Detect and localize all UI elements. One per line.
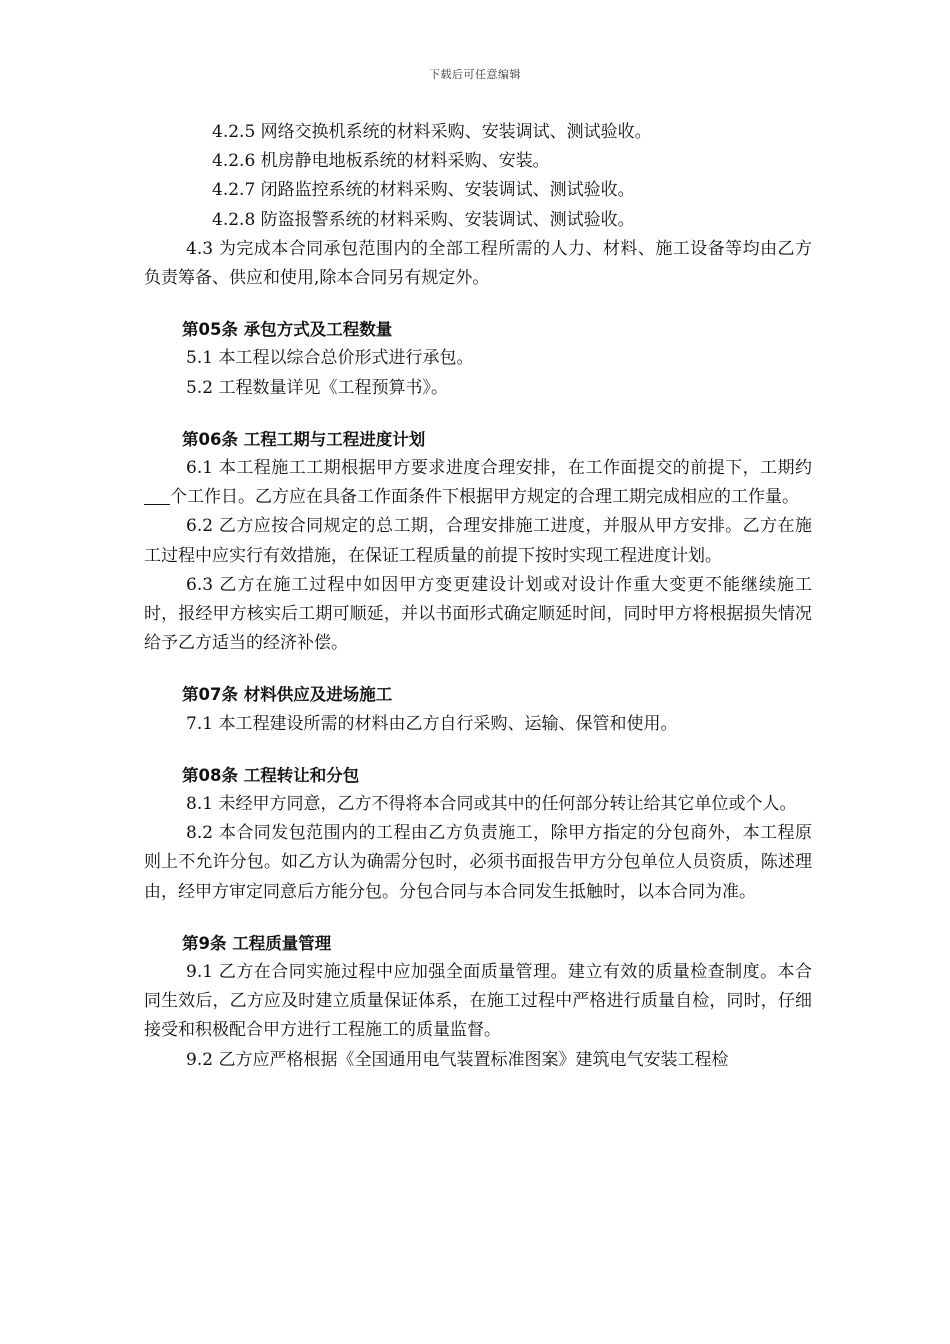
document-body (144, 118, 812, 1075)
page-header: 下载后可任意编辑 (429, 68, 521, 81)
clause-6-1-part-a: 6.1 本工程施工工期根据甲方要求进度合理安排，在工作面提交的前提下，工期约 (186, 458, 812, 479)
clause-7-1: 7.1 本工程建设所需的材料由乙方自行采购、运输、保管和使用。 (186, 713, 678, 734)
heading-article-05: 第05条 承包方式及工程数量 (182, 320, 393, 340)
clause-4-3: 4.3 为完成本合同承包范围内的全部工程所需的人力、材料、施工设备等均由乙方负责筹备、供应和使用,除本合同另有规定外。 (144, 238, 812, 289)
clause-8-1: 8.1 未经甲方同意，乙方不得将本合同或其中的任何部分转让给其它单位或个人。 (186, 794, 797, 815)
clause-4-2-6: 4.2.6 机房静电地板系统的材料采购、安装。 (212, 151, 550, 172)
clause-9-1: 9.1 乙方在合同实施过程中应加强全面质量管理。建立有效的质量检查制度。本合同生效后，乙方应及时建立质量保证体系，在施工过程中严格进行质量自检，同时，仔细接受和积极配合甲方进行工程施工的质量监督。 (144, 962, 812, 1041)
clause-6-3: 6.3 乙方在施工过程中如因甲方变更建设计划或对设计作重大变更不能继续施工时，报经甲方核实后工期可顺延，并以书面形式确定顺延时间，同时甲方将根据损失情况给予乙方适当的经济补偿。 (144, 574, 812, 654)
clause-5-1: 5.1 本工程以综合总价形式进行承包。 (186, 348, 474, 369)
clause-9-2: 9.2 乙方应严格根据《全国通用电气装置标准图案》建筑电气安装工程检 (186, 1049, 729, 1070)
clause-5-2: 5.2 工程数量详见《工程预算书》。 (186, 377, 448, 398)
heading-article-06: 第06条 工程工期与工程进度计划 (182, 429, 426, 449)
heading-article-07: 第07条 材料供应及进场施工 (182, 685, 393, 705)
clause-8-2: 8.2 本合同发包范围内的工程由乙方负责施工，除甲方指定的分包商外，本工程原则上不允许分包。如乙方认为确需分包时，必须书面报告甲方分包单位人员资质，陈述理由，经甲方审定同意后方能分包。分包合同与本合同发生抵触时，以本合同为准。 (144, 823, 812, 902)
blank-underline (144, 487, 170, 505)
clause-6-2: 6.2 乙方应按合同规定的总工期，合理安排施工进度，并服从甲方安排。乙方在施工过程中应实行有效措施，在保证工程质量的前提下按时实现工程进度计划。 (144, 516, 812, 566)
clause-4-2-7: 4.2.7 闭路监控系统的材料采购、安装调试、测试验收。 (212, 180, 635, 201)
clause-4-2-5: 4.2.5 网络交换机系统的材料采购、安装调试、测试验收。 (212, 122, 652, 142)
clause-6-1 (144, 454, 812, 512)
clause-4-2-8: 4.2.8 防盗报警系统的材料采购、安装调试、测试验收。 (212, 209, 635, 230)
heading-article-08: 第08条 工程转让和分包 (182, 765, 360, 785)
heading-article-09: 第9条 工程质量管理 (182, 933, 332, 953)
clause-6-1-part-b: 个工作日。乙方应在具备工作面条件下根据甲方规定的合理工期完成相应的工作量。 (170, 487, 799, 508)
